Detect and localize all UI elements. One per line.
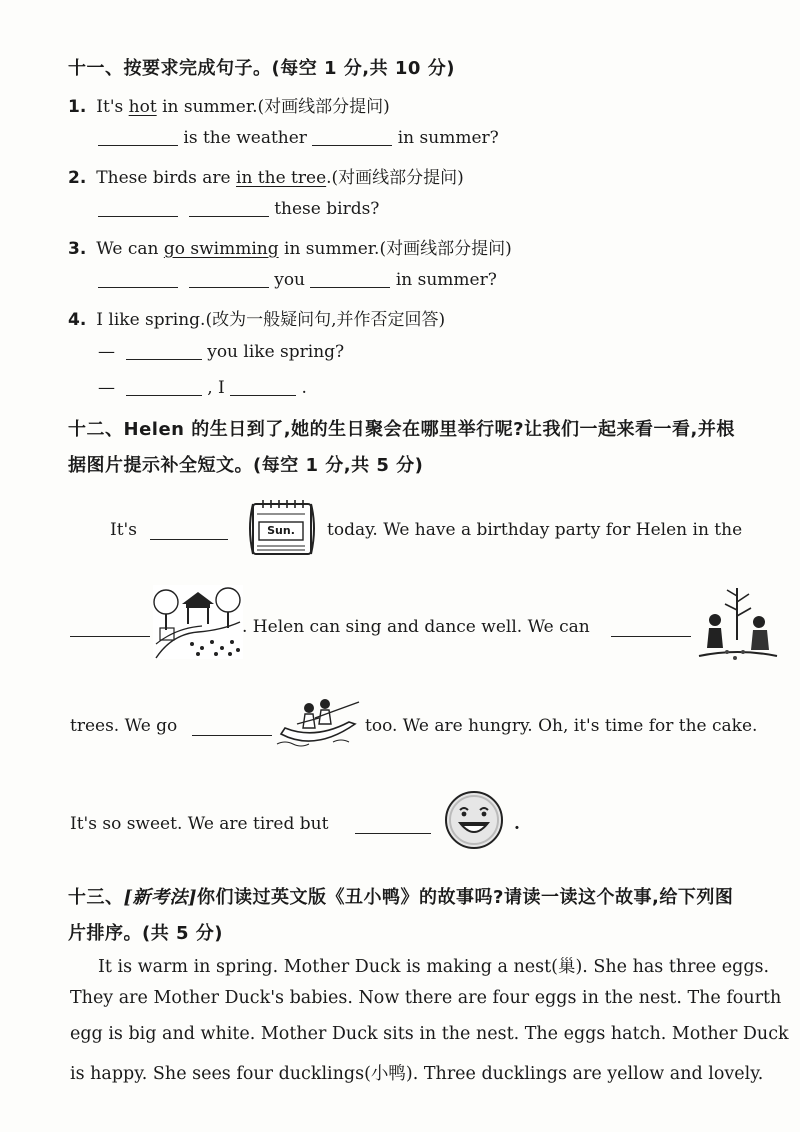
p4-end: . [514, 814, 520, 834]
q4-blank-1[interactable] [126, 343, 202, 360]
q3-number: 3. [68, 239, 87, 259]
p1-post: today. We have a birthday party for Helen in the [327, 520, 743, 540]
q3-answer-mid: you [268, 270, 311, 290]
q3-sentence [68, 234, 512, 259]
q2-pre: These birds are [96, 168, 237, 188]
story-line-1: It is warm in spring. Mother Duck is making a nest(巢). She has three eggs. [98, 957, 770, 977]
q1-answer-line [98, 128, 499, 148]
q4-answer-line-1 [98, 342, 344, 362]
story-line-3: egg is big and white. Mother Duck sits in the nest. The eggs hatch. Mother Duck [70, 1024, 789, 1044]
q3-post: in summer.(对画线部分提问) [278, 239, 512, 259]
q1-blank-1[interactable] [98, 129, 178, 146]
p3-blank[interactable] [192, 719, 272, 736]
q4-blank-2[interactable] [126, 379, 202, 396]
p4-pre: It's so sweet. We are tired but [70, 814, 329, 834]
q3-pre: We can [96, 239, 164, 259]
q3-answer-line [98, 270, 497, 290]
q2-post: .(对画线部分提问) [326, 168, 464, 188]
q4-answer-line-2 [98, 378, 307, 398]
q4-dash-1: — [98, 342, 115, 362]
p1-blank[interactable] [150, 523, 228, 540]
p2-mid: . Helen can sing and dance well. We can [242, 617, 590, 637]
q3-underlined: go swimming [163, 239, 279, 259]
section-13-number: 十三、 [68, 887, 124, 908]
q3-blank-3[interactable] [310, 271, 390, 288]
rowing-boat-icon [275, 694, 363, 752]
q4-answer-2-end: . [296, 378, 307, 398]
q2-blank-1[interactable] [98, 200, 178, 217]
q4-answer-2-mid: , I [201, 378, 231, 398]
park-icon [152, 584, 244, 660]
q1-blank-2[interactable] [312, 129, 392, 146]
story-line-4: is happy. She sees four ducklings(小鸭). Three ducklings are yellow and lovely. [70, 1064, 764, 1084]
p3-post: too. We are hungry. Oh, it's time for the cake. [365, 716, 758, 736]
section-13-title-line-1 [68, 883, 733, 909]
q1-post: in summer.(对画线部分提问) [156, 97, 390, 117]
q3-answer-end: in summer? [390, 270, 497, 290]
section-13-title-text: 你们读过英文版《丑小鸭》的故事吗?请读一读这个故事,给下列图 [197, 887, 734, 908]
q3-blank-1[interactable] [98, 271, 178, 288]
section-11-title: 十一、按要求完成句子。(每空 1 分,共 10 分) [68, 58, 455, 79]
q1-pre: It's [96, 97, 129, 117]
p2-blank-2[interactable] [611, 620, 691, 637]
q1-number: 1. [68, 97, 87, 117]
q4-dash-2: — [98, 378, 115, 398]
q2-number: 2. [68, 168, 87, 188]
q4-answer-1-end: you like spring? [201, 342, 345, 362]
section-13-title-line-2: 片排序。(共 5 分) [68, 923, 224, 944]
q2-answer-line [98, 199, 379, 219]
story-line-2: They are Mother Duck's babies. Now there are four eggs in the nest. The fourth [70, 988, 782, 1008]
q4-text: I like spring.(改为一般疑问句,并作否定回答) [96, 310, 446, 330]
happy-face-icon [442, 788, 506, 852]
q2-sentence [68, 163, 464, 188]
p2-blank-1[interactable] [70, 620, 150, 637]
q1-underlined: hot [128, 97, 157, 117]
p3-pre: trees. We go [70, 716, 178, 736]
calendar-label: Sun. [267, 524, 295, 537]
p4-blank[interactable] [355, 817, 431, 834]
q4-sentence [68, 305, 445, 330]
q4-blank-3[interactable] [230, 379, 296, 396]
q2-underlined: in the tree [236, 168, 327, 188]
q1-answer-mid: is the weather [178, 128, 313, 148]
q2-answer-end: these birds? [268, 199, 380, 219]
q4-number: 4. [68, 310, 87, 330]
new-method-tag: [新考法] [123, 887, 198, 908]
q3-blank-2[interactable] [189, 271, 269, 288]
section-12-title-line-2: 据图片提示补全短文。(每空 1 分,共 5 分) [68, 455, 424, 476]
planting-trees-icon [697, 582, 779, 664]
section-12-title-line-1: 十二、Helen 的生日到了,她的生日聚会在哪里举行呢?让我们一起来看一看,并根 [68, 419, 735, 440]
p1-pre: It's [110, 520, 137, 540]
q2-blank-2[interactable] [189, 200, 269, 217]
q1-sentence [68, 92, 390, 117]
q1-answer-end: in summer? [392, 128, 499, 148]
